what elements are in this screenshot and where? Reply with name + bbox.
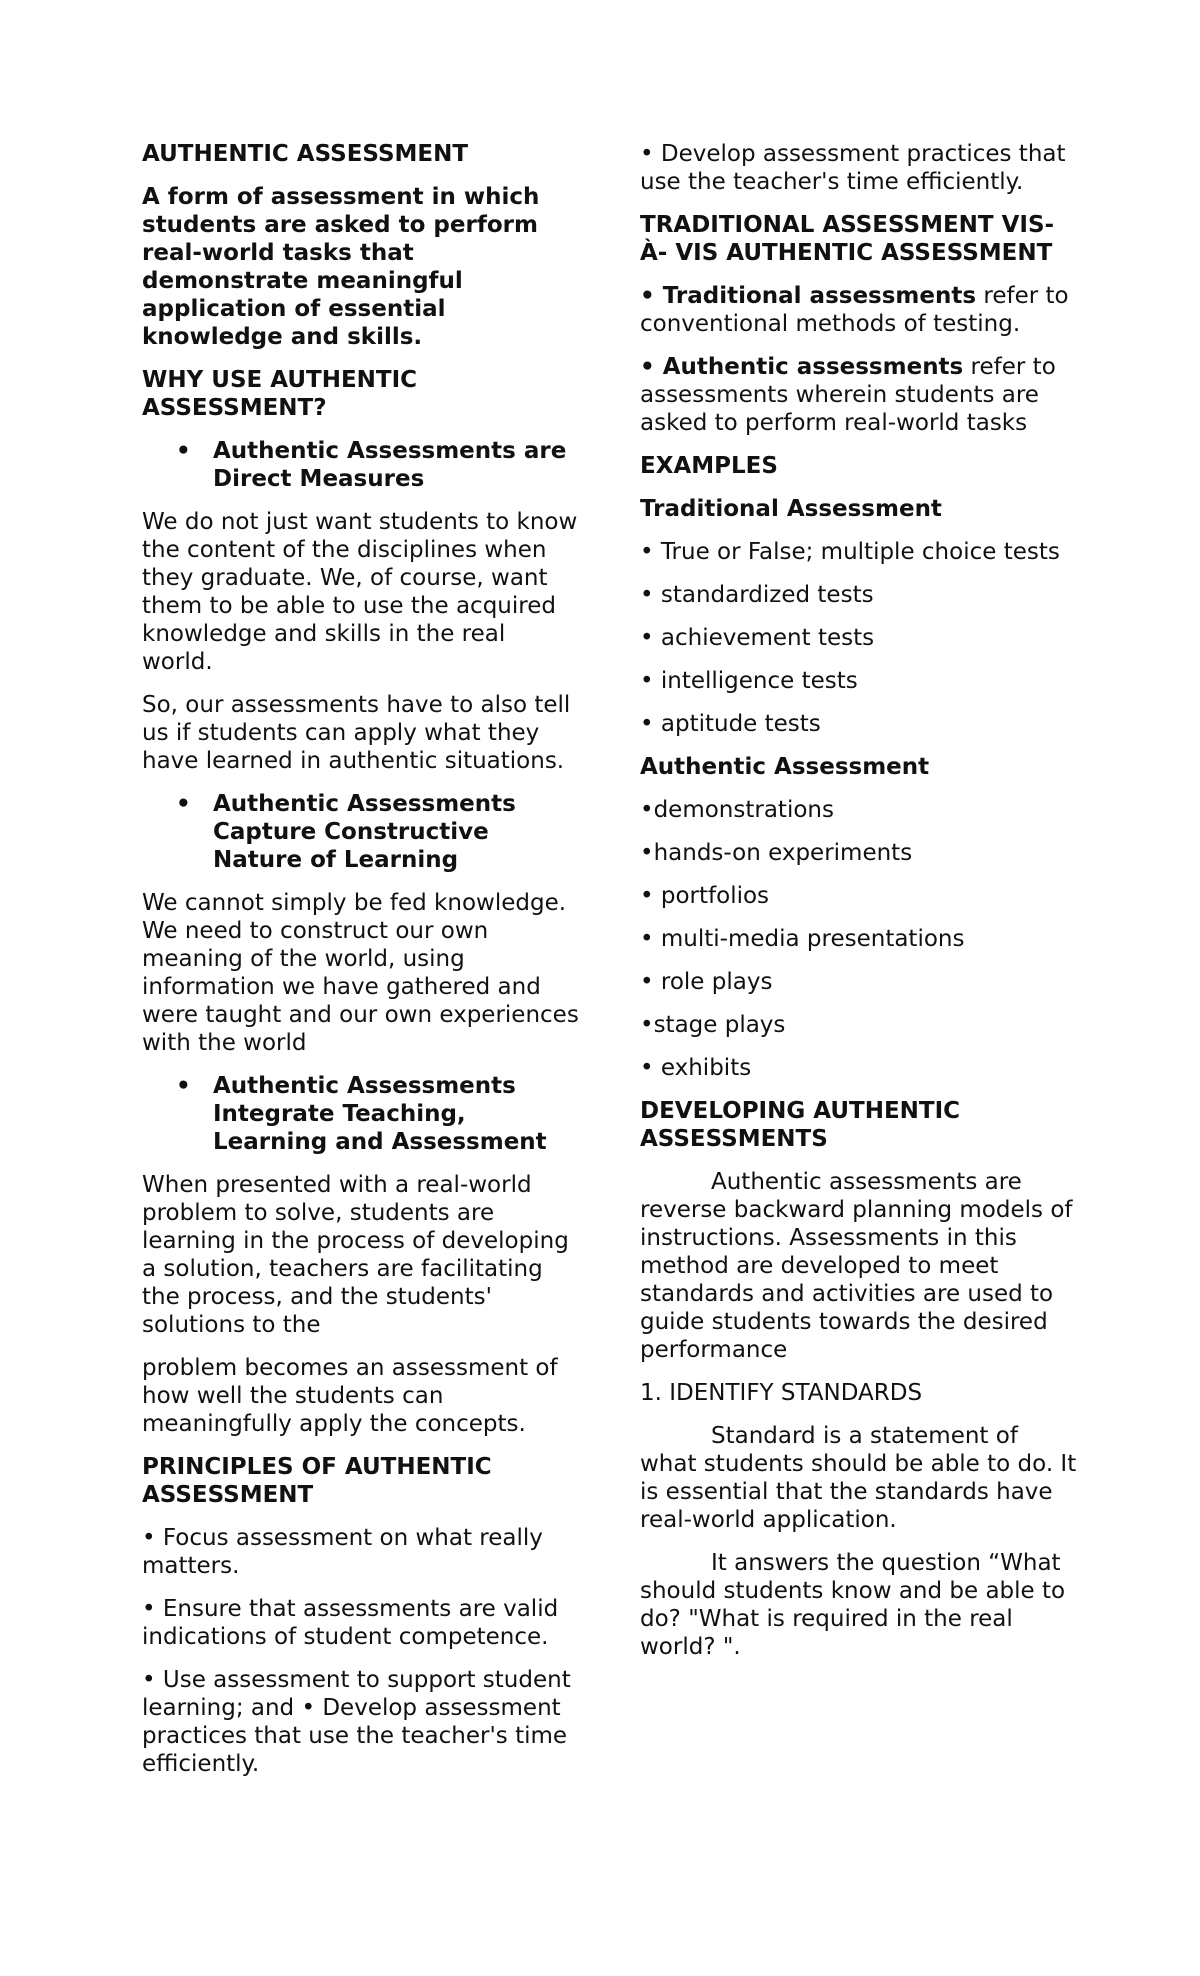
integrate-para-1: When presented with a real-world problem to solve, students are learning in the process of developing a solution, teachers are facilitating the process, and the students' solutions to the: [142, 1172, 569, 1338]
authentic-example-item: • role plays: [640, 969, 773, 995]
direct-measures-para-2: So, our assessments have to also tell us if students can apply what they have learned in authentic situations.: [142, 692, 571, 774]
authentic-example-item: •hands-on experiments: [640, 840, 913, 866]
bullet-integrate-teaching-text: Authentic Assessments Integrate Teaching, Learning and Assessment: [213, 1073, 547, 1155]
left-column: [142, 140, 582, 1793]
principle-item: • Ensure that assessments are valid indications of student competence.: [142, 1596, 559, 1650]
principle-item: • Use assessment to support student learning; and • Develop assessment practices that use the teacher's time efficiently.: [142, 1667, 571, 1777]
document-title: AUTHENTIC ASSESSMENT: [142, 141, 469, 167]
authentic-example-item: • portfolios: [640, 883, 770, 909]
authentic-examples-heading: Authentic Assessment: [640, 754, 930, 780]
direct-measures-para-1: We do not just want students to know the content of the disciplines when they graduate. We, of course, want them to be able to use the acquired knowledge and skills in the real world.: [142, 509, 578, 675]
traditional-definition-text: refer to conventional methods of testing.: [640, 283, 1069, 337]
bullet-dot: •: [176, 438, 191, 464]
traditional-example-item: • achievement tests: [640, 625, 875, 651]
integrate-para-2: problem becomes an assessment of how well the students can meaningfully apply the concepts.: [142, 1355, 558, 1437]
bullet-constructive-nature: [142, 790, 582, 874]
standard-para: Standard is a statement of what students should be able to do. It is essential that the standards have real-world application.: [640, 1423, 1077, 1533]
bullet-integrate-teaching: [142, 1072, 582, 1156]
traditional-examples-heading: Traditional Assessment: [640, 496, 942, 522]
authentic-example-item: •demonstrations: [640, 797, 834, 823]
principle-item: • Focus assessment on what really matters.: [142, 1525, 543, 1579]
constructive-nature-para: We cannot simply be fed knowledge. We need to construct our own meaning of the world, using information we have gathered and were taught and our own experiences with the world: [142, 890, 579, 1056]
authentic-definition: [640, 353, 1080, 437]
right-column: [640, 140, 1080, 1676]
authentic-example-item: • multi-media presentations: [640, 926, 965, 952]
develop-practices-item: • Develop assessment practices that use the teacher's time efficiently.: [640, 141, 1066, 195]
authentic-example-item: • exhibits: [640, 1055, 752, 1081]
bullet-dot: •: [176, 791, 191, 817]
examples-heading: EXAMPLES: [640, 453, 778, 479]
authentic-example-item: •stage plays: [640, 1012, 786, 1038]
developing-para: Authentic assessments are reverse backward planning models of instructions. Assessments in this method are developed to meet standards and activities are used to guide students towards the desired performance: [640, 1169, 1073, 1363]
question-para: It answers the question “What should students know and be able to do? "What is required in the real world? ".: [640, 1550, 1066, 1660]
traditional-example-item: • standardized tests: [640, 582, 874, 608]
bullet-dot: •: [176, 1073, 191, 1099]
developing-heading: DEVELOPING AUTHENTIC ASSESSMENTS: [640, 1098, 961, 1152]
traditional-example-item: • True or False; multiple choice tests: [640, 539, 1060, 565]
traditional-definition: [640, 282, 1080, 338]
traditional-example-item: • aptitude tests: [640, 711, 821, 737]
bullet-direct-measures: [142, 437, 582, 493]
principles-heading: PRINCIPLES OF AUTHENTIC ASSESSMENT: [142, 1454, 492, 1508]
why-heading: WHY USE AUTHENTIC ASSESSMENT?: [142, 367, 418, 421]
definition-text: A form of assessment in which students are asked to perform real-world tasks that demonstrate meaningful application of essential knowledge and skills.: [142, 184, 540, 350]
traditional-example-item: • intelligence tests: [640, 668, 858, 694]
authentic-term: • Authentic assessments: [640, 354, 964, 380]
bullet-direct-measures-text: Authentic Assessments are Direct Measures: [213, 438, 567, 492]
step-identify-standards: 1. IDENTIFY STANDARDS: [640, 1380, 923, 1406]
authentic-definition-text: refer to assessments wherein students are asked to perform real-world tasks: [640, 354, 1056, 436]
bullet-constructive-nature-text: Authentic Assessments Capture Constructive Nature of Learning: [213, 791, 516, 873]
traditional-term: • Traditional assessments: [640, 283, 977, 309]
trad-vs-auth-heading: TRADITIONAL ASSESSMENT VIS-À- VIS AUTHENTIC ASSESSMENT: [640, 212, 1055, 266]
